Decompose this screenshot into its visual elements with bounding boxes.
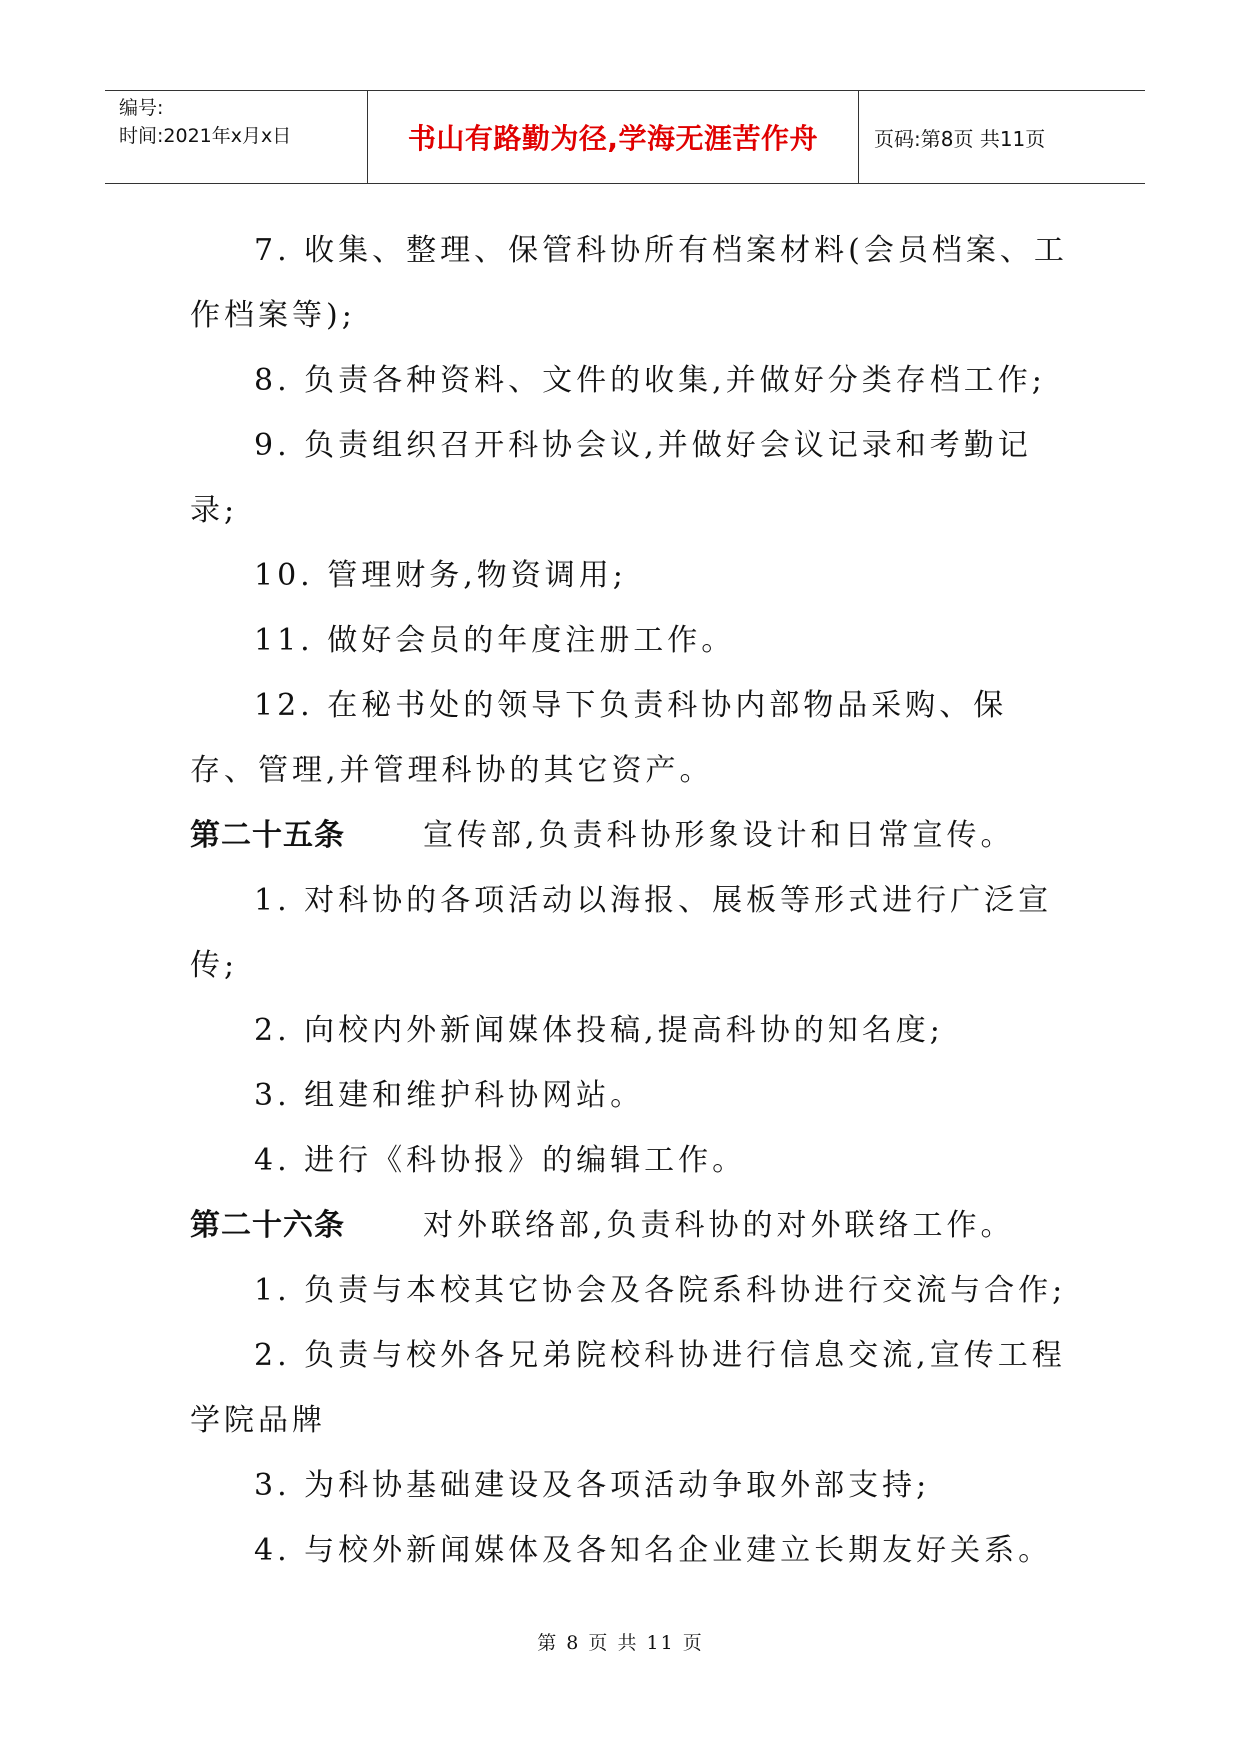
article-26-item-1: 1. 负责与本校其它协会及各院系科协进行交流与合作; <box>254 1273 1067 1308</box>
article-25-heading <box>190 803 1070 868</box>
header-right-cell <box>860 91 1145 183</box>
header-motto: 书山有路勤为径,学海无涯苦作舟 <box>407 122 819 155</box>
document-time-label: 时间:2021年x月x日 <box>119 125 292 147</box>
list-item-7: 7. 收集、整理、保管科协所有档案材料(会员档案、工作档案等); <box>190 233 1068 333</box>
article-25-title: 第二十五条 <box>190 818 345 853</box>
article-25-item-4: 4. 进行《科协报》的编辑工作。 <box>254 1143 747 1178</box>
article-25-item-3: 3. 组建和维护科协网站。 <box>254 1078 645 1113</box>
list-item-12: 12. 在秘书处的领导下负责科协内部物品采购、保存、管理,并管理科协的其它资产。 <box>190 688 1008 788</box>
article-26-item-2: 2. 负责与校外各兄弟院校科协进行信息交流,宣传工程学院品牌 <box>190 1338 1066 1438</box>
article-25-item-2: 2. 向校内外新闻媒体投稿,提高科协的知名度; <box>254 1013 944 1048</box>
article-26-heading <box>190 1193 1070 1258</box>
article-26-item-4: 4. 与校外新闻媒体及各知名企业建立长期友好关系。 <box>254 1533 1053 1568</box>
article-25-text: 宣传部,负责科协形象设计和日常宣传。 <box>423 818 1015 853</box>
list-item-9: 9. 负责组织召开科协会议,并做好会议记录和考勤记录; <box>190 428 1032 528</box>
article-26-title: 第二十六条 <box>190 1208 345 1243</box>
list-item-8: 8. 负责各种资料、文件的收集,并做好分类存档工作; <box>254 363 1046 398</box>
document-number-label: 编号: <box>119 97 164 119</box>
header-middle-cell <box>368 91 859 183</box>
article-25-item-1: 1. 对科协的各项活动以海报、展板等形式进行广泛宣传; <box>190 883 1053 983</box>
page-footer: 第 8 页 共 11 页 <box>537 1632 704 1654</box>
list-item-10: 10. 管理财务,物资调用; <box>254 558 627 593</box>
header-left-cell <box>105 91 368 183</box>
page-header <box>105 90 1145 184</box>
article-26-text: 对外联络部,负责科协的对外联络工作。 <box>423 1208 1015 1243</box>
list-item-11: 11. 做好会员的年度注册工作。 <box>254 623 736 658</box>
header-page-info: 页码:第8页 共11页 <box>874 126 1046 151</box>
document-body <box>190 218 1070 1583</box>
article-26-item-3: 3. 为科协基础建设及各项活动争取外部支持; <box>254 1468 931 1503</box>
